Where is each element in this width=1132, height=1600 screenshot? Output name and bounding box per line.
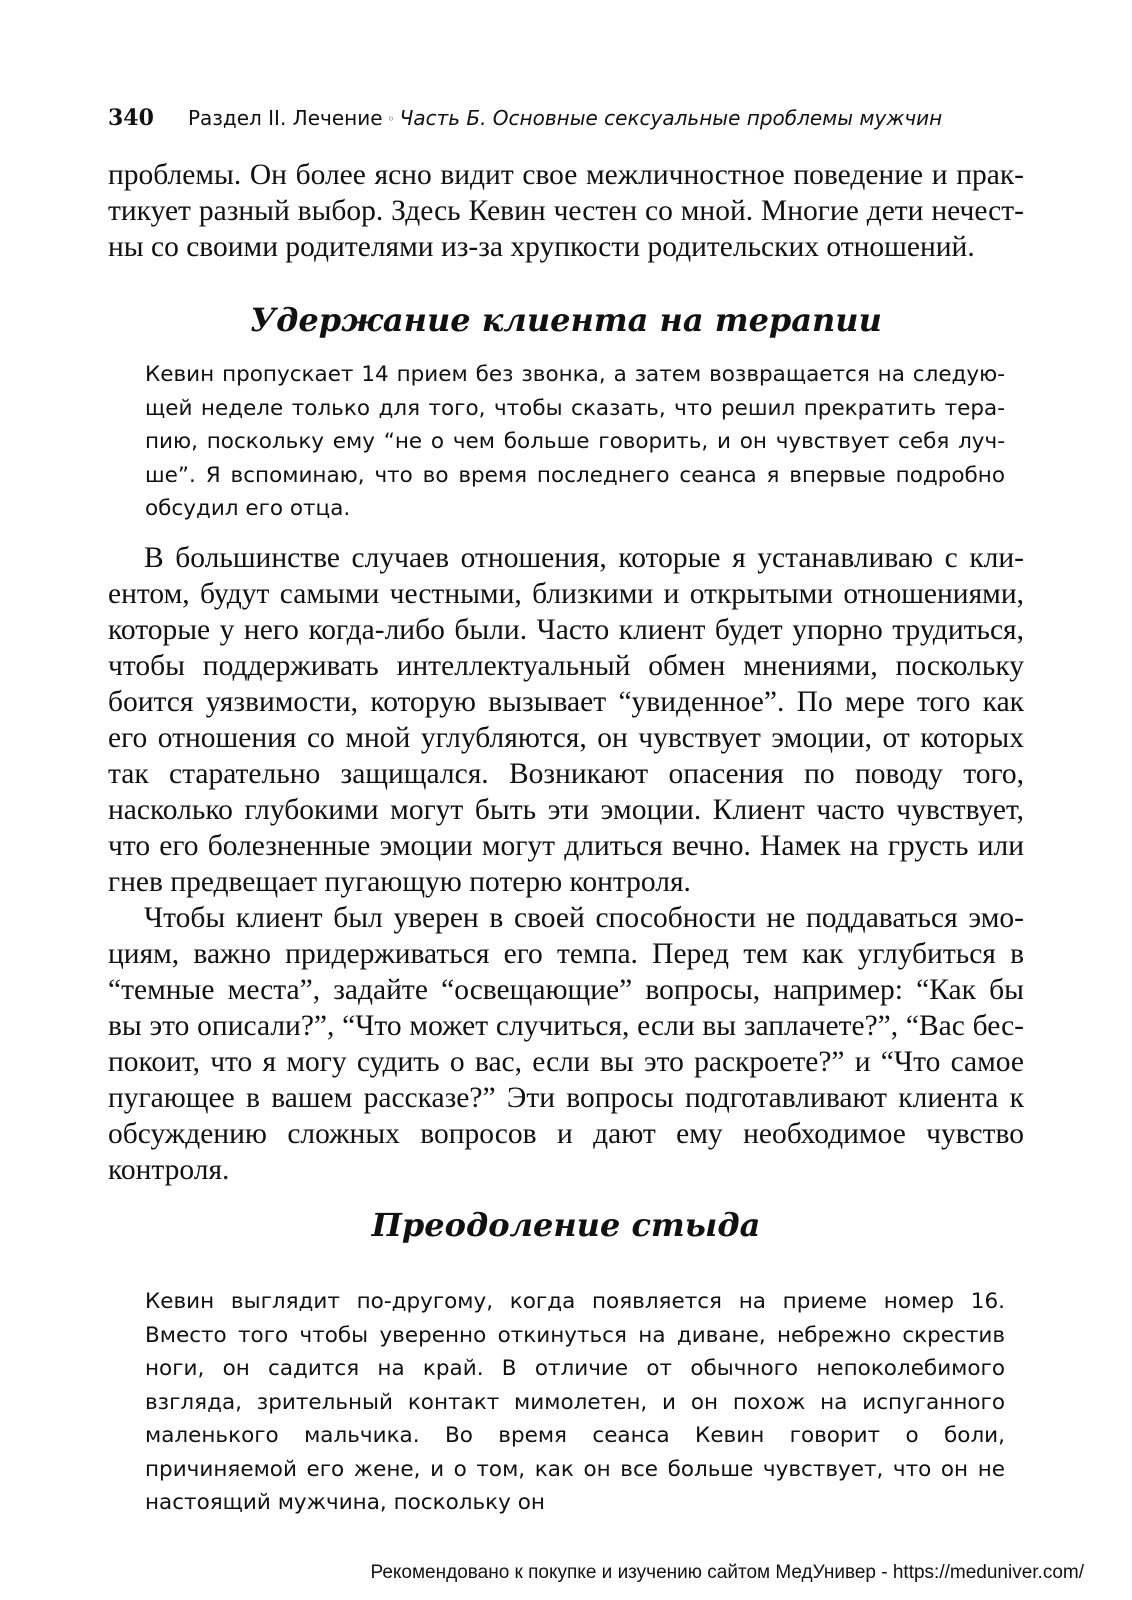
page-number: 340 — [108, 105, 154, 131]
part-label: Часть Б. Основные сексуальные проблемы мужчин — [399, 106, 943, 130]
case-text-shame: Кевин выглядит по-другому, когда появляется на приеме номер 16. Вместо того чтобы уверенно откинуться на диване, небрежно скрестив ноги, он садится на край. В отличие от обычного непоколебимого взгляда, зрительный контакт мимолетен, и он похож на испуганного маленького мальчика. Во время сеанса Кевин говорит о боли, причиняемой его жене, и о том, как он все больше чувствует, что он не настоящий мужчина, поскольку он — [145, 1289, 1005, 1515]
section-title-shame: Преодоление стыда — [371, 1206, 761, 1244]
running-head — [108, 101, 1028, 135]
separator-icon: ◦ — [387, 112, 395, 126]
intro-paragraph: проблемы. Он более ясно видит свое межличностное поведение и практикует разный выбор. Здесь Кевин честен со мной. Многие дети нечестны со своими родителями из-за хрупкости родительских отношений. — [108, 159, 1024, 263]
section-label: Раздел II. Лечение — [187, 106, 383, 130]
footer-note: Рекомендовано к покупке и изучению сайтом МедУнивер - https://meduniver.com/ — [370, 1562, 1084, 1583]
section-title-retention: Удержание клиента на терапии — [250, 301, 882, 339]
body-paragraph: В большинстве случаев отношения, которые я устанавливаю с клиентом, будут самыми честными, близкими и открытыми отношениями, которые у него когда-либо были. Часто клиент будет упорно трудиться, чтобы поддерживать интеллектуальный обмен мнениями, поскольку боится уязвимости, которую вызывает “увиденное”. По мере того как его отношения со мной углубляются, он чувствует эмоции, от которых так старательно защищался. Возникают опасения по поводу того, насколько глубокими могут быть эти эмоции. Клиент часто чувствует, что его болезненные эмоции могут длиться вечно. Намек на грусть или гнев предвещает пугающую потерю контроля. — [108, 542, 1024, 898]
intro-block — [108, 157, 1024, 265]
case-text-retention: Кевин пропускает 14 прием без звонка, а затем возвращается на следующей неделе только для того, чтобы сказать, что решил прекратить терапию, поскольку ему “не о чем больше говорить, и он чувствует себя лучше”. Я вспоминаю, что во время последнего сеанса я впервые подробно обсудил его отца. — [145, 362, 1005, 521]
body-paragraph: Чтобы клиент был уверен в своей способности не поддаваться эмоциям, важно придерживаться его темпа. Перед тем как углубиться в “темные места”, задайте “освещающие” вопросы, например: “Как бы вы это описали?”, “Что может случиться, если вы заплачете?”, “Вас беспокоит, что я могу судить о вас, если вы это раскроете?” и “Что самое пугающее в вашем рассказе?” Эти вопросы подготавливают клиента к обсуждению сложных вопросов и дают ему необходимое чувство контроля. — [108, 902, 1024, 1186]
retention-body — [108, 540, 1024, 1188]
